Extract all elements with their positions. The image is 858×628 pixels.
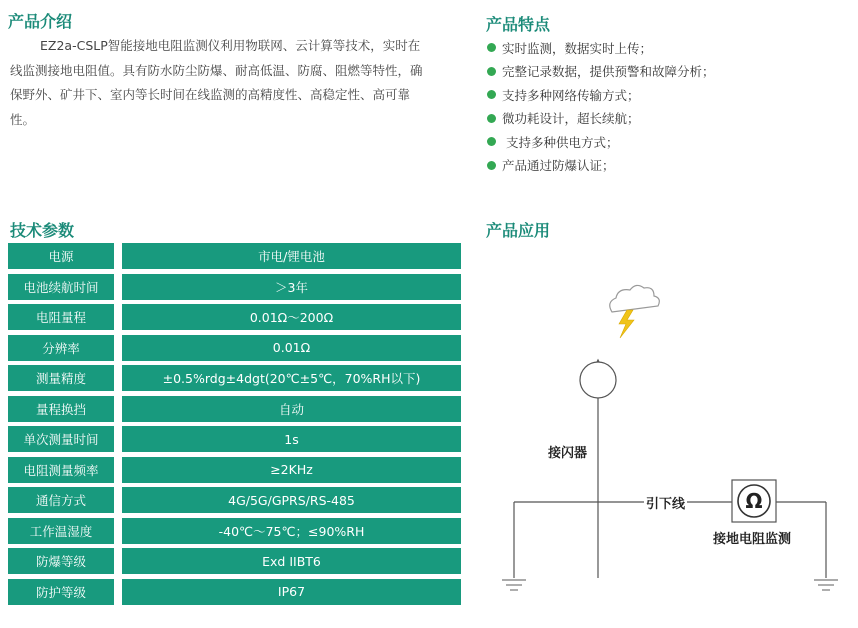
param-key: 单次测量时间 bbox=[8, 426, 114, 452]
param-key: 工作温湿度 bbox=[8, 518, 114, 544]
features-title: 产品特点 bbox=[486, 15, 551, 34]
param-key: 电池续航时间 bbox=[8, 274, 114, 300]
param-value: -40℃～75℃；≤90%RH bbox=[122, 518, 461, 544]
param-key: 电源 bbox=[8, 243, 114, 269]
bullet-dot-icon bbox=[487, 137, 496, 146]
params-row bbox=[8, 487, 461, 518]
ground-icon bbox=[502, 580, 526, 590]
params-row bbox=[8, 274, 461, 305]
monitor-label: 接地电阻监测 bbox=[713, 532, 792, 547]
params-row bbox=[8, 396, 461, 427]
params-table bbox=[8, 243, 461, 609]
params-row bbox=[8, 335, 461, 366]
param-key: 防护等级 bbox=[8, 579, 114, 605]
param-value: Exd IIBT6 bbox=[122, 548, 461, 574]
params-row bbox=[8, 457, 461, 488]
arrester-label: 接闪器 bbox=[548, 446, 588, 461]
ground-icon bbox=[814, 580, 838, 590]
application-title: 产品应用 bbox=[486, 221, 551, 240]
bullet-dot-icon bbox=[487, 114, 496, 123]
bullet-dot-icon bbox=[487, 67, 496, 76]
intro-title: 产品介绍 bbox=[8, 12, 73, 31]
params-row bbox=[8, 365, 461, 396]
param-value: 市电/锂电池 bbox=[122, 243, 461, 269]
param-value: 自动 bbox=[122, 396, 461, 422]
feature-item: 产品通过防爆认证； bbox=[487, 154, 715, 178]
bullet-dot-icon bbox=[487, 90, 496, 99]
params-row bbox=[8, 548, 461, 579]
param-value: ±0.5%rdg±4dgt(20℃±5℃，70%RH以下) bbox=[122, 365, 461, 391]
application-diagram bbox=[486, 240, 858, 628]
param-key: 电阻量程 bbox=[8, 304, 114, 330]
lightning-cloud-icon bbox=[610, 285, 660, 338]
params-row bbox=[8, 243, 461, 274]
param-value: 4G/5G/GPRS/RS-485 bbox=[122, 487, 461, 513]
param-key: 量程换挡 bbox=[8, 396, 114, 422]
feature-item: 支持多种供电方式； bbox=[487, 130, 715, 154]
feature-item: 完整记录数据，提供预警和故障分析； bbox=[487, 60, 715, 84]
features-list bbox=[487, 36, 715, 177]
params-row bbox=[8, 518, 461, 549]
bullet-dot-icon bbox=[487, 161, 496, 170]
feature-item: 微功耗设计，超长续航； bbox=[487, 107, 715, 131]
params-row bbox=[8, 304, 461, 335]
param-value: ≥2KHz bbox=[122, 457, 461, 483]
params-row bbox=[8, 426, 461, 457]
param-key: 电阻测量频率 bbox=[8, 457, 114, 483]
param-value: 0.01Ω bbox=[122, 335, 461, 361]
omega-symbol: Ω bbox=[745, 489, 763, 513]
feature-item: 实时监测，数据实时上传； bbox=[487, 36, 715, 60]
param-value: ＞3年 bbox=[122, 274, 461, 300]
params-row bbox=[8, 579, 461, 610]
param-key: 防爆等级 bbox=[8, 548, 114, 574]
bullet-dot-icon bbox=[487, 43, 496, 52]
param-key: 通信方式 bbox=[8, 487, 114, 513]
param-value: IP67 bbox=[122, 579, 461, 605]
params-title: 技术参数 bbox=[10, 221, 75, 240]
param-value: 0.01Ω～200Ω bbox=[122, 304, 461, 330]
param-value: 1s bbox=[122, 426, 461, 452]
resistance-monitor-icon bbox=[732, 480, 776, 522]
feature-item: 支持多种网络传输方式； bbox=[487, 83, 715, 107]
param-key: 分辨率 bbox=[8, 335, 114, 361]
air-terminal-icon bbox=[580, 360, 616, 398]
wiring-diagram bbox=[486, 240, 858, 628]
param-key: 测量精度 bbox=[8, 365, 114, 391]
down-lead-label: 引下线 bbox=[644, 493, 687, 512]
intro-text: EZ2a-CSLP智能接地电阻监测仪利用物联网、云计算等技术，实时在线监测接地电阻值。具有防水防尘防爆、耐高低温、防腐、阻燃等特性，确保野外、矿井下、室内等长时间在线监测的高精度性、高稳定性、高可靠性。 bbox=[10, 38, 423, 127]
